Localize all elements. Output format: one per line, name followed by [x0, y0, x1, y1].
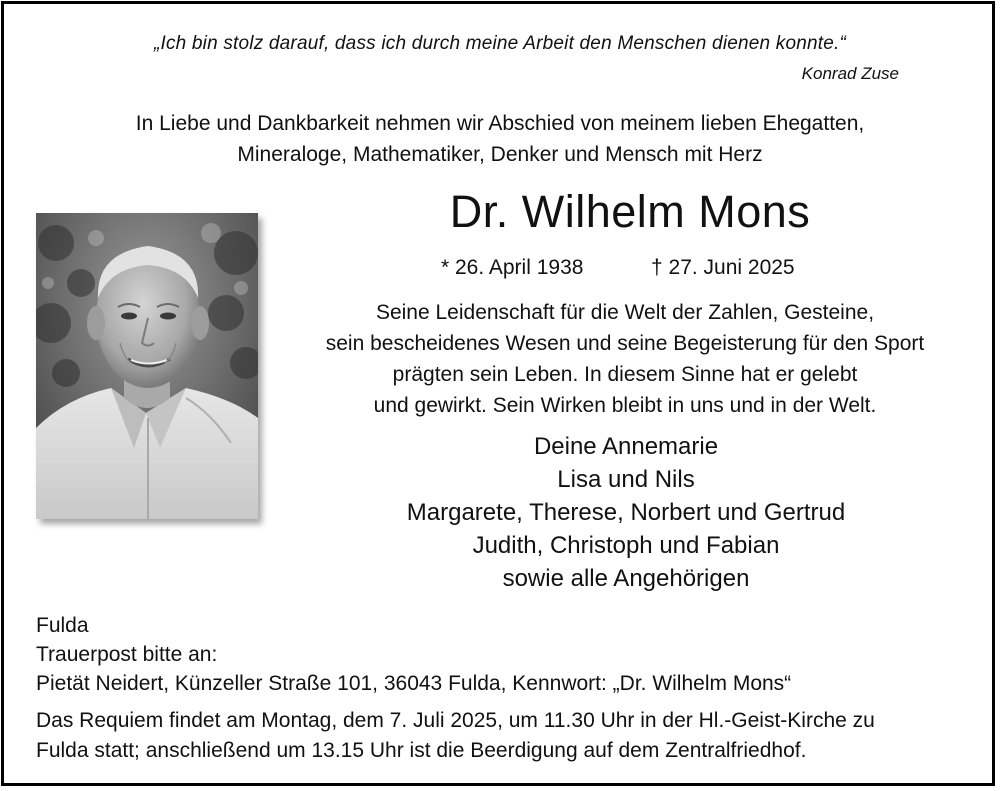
- mourner-line: Lisa und Nils: [557, 466, 695, 493]
- requiem-line: Fulda statt; anschließend um 13.15 Uhr ist die Beerdigung auf dem Zentralfriedhof.: [36, 739, 807, 762]
- birth-date: * 26. April 1938: [441, 256, 584, 279]
- mourner-line: Judith, Christoph und Fabian: [472, 532, 780, 559]
- death-date: † 27. Juni 2025: [651, 256, 795, 279]
- mail-address: Pietät Neidert, Künzeller Straße 101, 36043 Fulda, Kennwort: „Dr. Wilhelm Mons“: [36, 672, 792, 695]
- contact-info: [36, 611, 791, 698]
- intro-text: [0, 108, 1000, 170]
- tribute-line: Seine Leidenschaft für die Welt der Zahlen, Gesteine,: [375, 301, 875, 324]
- mourner-line: Margarete, Therese, Norbert und Gertrud: [406, 499, 846, 526]
- requiem-notice: [36, 706, 875, 766]
- intro-line: In Liebe und Dankbarkeit nehmen wir Abschied von meinem lieben Ehegatten,: [135, 112, 865, 135]
- city-label: Fulda: [36, 614, 89, 637]
- portrait-photo: [36, 213, 258, 519]
- mourner-line: Deine Annemarie: [533, 433, 719, 460]
- tribute-text: [265, 297, 985, 421]
- requiem-line: Das Requiem findet am Montag, dem 7. Juli 2025, um 11.30 Uhr in der Hl.-Geist-Kirche zu: [36, 709, 875, 732]
- mail-label: Trauerpost bitte an:: [36, 643, 218, 666]
- intro-line: Mineraloge, Mathematiker, Denker und Mensch mit Herz: [237, 143, 763, 166]
- epigraph-author: Konrad Zuse: [801, 64, 899, 83]
- mourner-line: sowie alle Angehörigen: [502, 565, 750, 592]
- tribute-line: sein bescheidenes Wesen und seine Begeisterung für den Sport: [325, 332, 925, 355]
- tribute-line: und gewirkt. Sein Wirken bleibt in uns und in der Welt.: [373, 394, 877, 417]
- mourners-list: [250, 430, 1000, 595]
- deceased-name: Dr. Wilhelm Mons: [449, 186, 811, 237]
- epigraph-quote: „Ich bin stolz darauf, dass ich durch meine Arbeit den Menschen dienen konnte.“: [153, 33, 847, 54]
- tribute-line: prägten sein Leben. In diesem Sinne hat er gelebt: [392, 363, 858, 386]
